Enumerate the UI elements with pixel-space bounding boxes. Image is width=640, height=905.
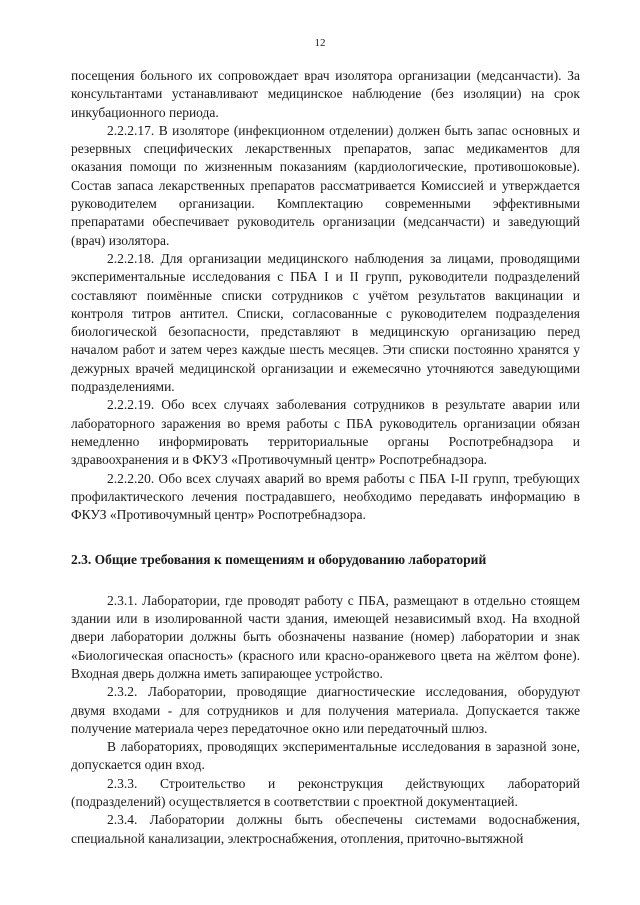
paragraph-2-3-3: 2.3.3. Строительство и реконструкция действующих лабораторий (подразделений) осуществляется в соответствии с проектной документацией. (71, 775, 580, 809)
paragraph-2-2-2-17: 2.2.2.17. В изоляторе (инфекционном отделении) должен быть запас основных и резервных специфических лекарственных препаратов, запас медикаментов для оказания помощи по жизненным показаниям (кардиологические, противошоковые). Состав запаса лекарственных препаратов рассматривается Комиссией и утверждается руководителем организации. Комплектацию современными эффективными препаратами обеспечивает руководитель организации (медсанчасти) и заведующий (врач) изолятора. (71, 122, 580, 248)
paragraph-2-3-4: 2.3.4. Лаборатории должны быть обеспечены системами водоснабжения, специальной канализации, электроснабжения, отопления, приточно-вытяжной (71, 812, 580, 846)
paragraph-2-3-1: 2.3.1. Лаборатории, где проводят работу с ПБА, размещают в отдельно стоящем здании или в изолированной части здания, имеющей независимый вход. На входной двери лаборатории должны быть обозначены название (номер) лаборатории и знак «Биологическая опасность» (красного или красно-оранжевого цвета на жёлтом фоне). Входная дверь должна иметь запирающее устройство. (71, 592, 580, 681)
paragraph-single-entrance: В лабораториях, проводящих экспериментальные исследования в заразной зоне, допускается один вход. (71, 739, 580, 773)
section-heading: 2.3. Общие требования к помещениям и оборудованию лабораторий (71, 552, 487, 568)
paragraph-2-2-2-19: 2.2.2.19. Обо всех случаях заболевания сотрудников в результате аварии или лабораторного заражения во время работы с ПБА руководитель организации обязан немедленно информировать территориальные органы Роспотребнадзора и здравоохранения и в ФКУЗ «Противочумный центр» Роспотребнадзора. (71, 397, 580, 468)
paragraph-2-2-2-18: 2.2.2.18. Для организации медицинского наблюдения за лицами, проводящими экспериментальные исследования с ПБА I и II групп, руководители подразделений составляют поимённые списки сотрудников с учётом результатов вакцинации и контроля титров антител. Списки, согласованные с руководителем подразделения биологической безопасности, представляют в медицинскую организацию перед началом работ и затем через каждые шесть месяцев. Эти списки постоянно хранятся у дежурных врачей медицинской организации и ежемесячно уточняются заведующими подразделениями. (71, 250, 580, 395)
paragraph-2-3-2: 2.3.2. Лаборатории, проводящие диагностические исследования, оборудуют двумя входами - для сотрудников и для получения материала. Допускается также получение материала через передаточное окно или передаточный шлюз. (71, 684, 580, 736)
paragraph-2-2-2-20: 2.2.2.20. Обо всех случаях аварий во время работы с ПБА I-II групп, требующих профилактического лечения пострадавшего, необходимо передавать информацию в ФКУЗ «Противочумный центр» Роспотребнадзора. (71, 470, 580, 523)
document-body (71, 67, 580, 848)
page-number: 12 (314, 37, 326, 49)
paragraph-continuation: посещения больного их сопровождает врач изолятора организации (медсанчасти). За консультантами устанавливают медицинское наблюдение (без изоляции) на срок инкубационного периода. (71, 68, 580, 120)
